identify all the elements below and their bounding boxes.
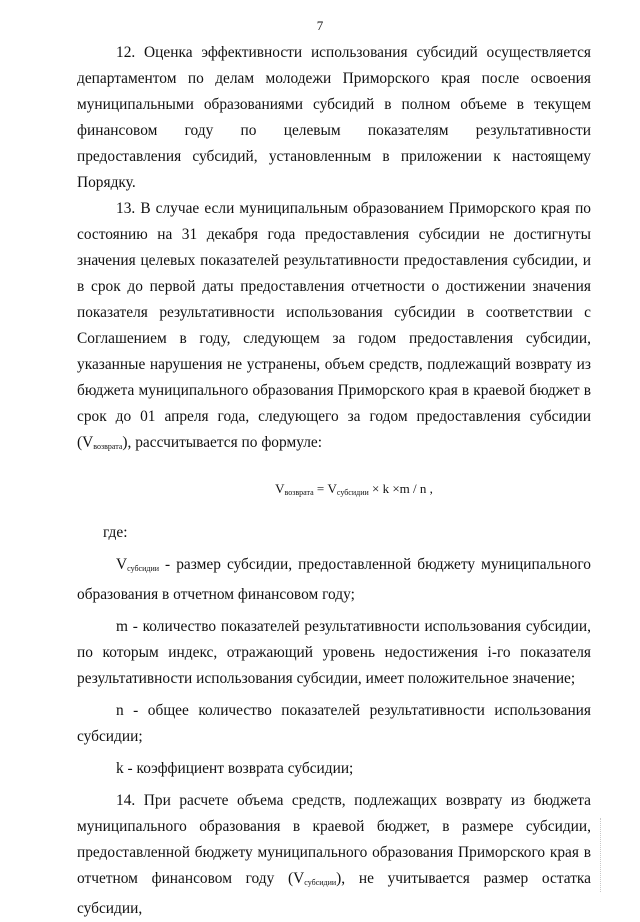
v-definition: [77, 552, 591, 608]
n-definition: n - общее количество показателей результативности использования субсидии;: [77, 702, 591, 745]
paragraph-13-tail: ), рассчитывается по формуле:: [122, 434, 323, 451]
subscript-subsidii: субсидии: [304, 878, 337, 887]
formula-lhs-sub: возврата: [284, 488, 314, 497]
formula: [77, 476, 591, 506]
paragraph-14: [77, 788, 591, 922]
paragraph-14-text: 14. При расчете объема средств, подлежащих возврату из бюджета муниципального образования в краевой бюджет, в размере субсидии, предоставленной бюджету муниципального образования Приморского края в отчетном финансовом году (V: [77, 792, 591, 887]
paragraph-12: 12. Оценка эффективности использования субсидий осуществляется департаментом по делам молодежи Приморского края после освоения муниципальными образованиями субсидий в полном объеме в текущем финансовом году по целевым показателям результативности предоставления субсидий, установленным в приложении к настоящему Порядку.: [77, 44, 591, 191]
m-definition: m - количество показателей результативности использования субсидии, по которым индекс, отражающий уровень недостижения i-го показателя результативности использования субсидии, имеет положительное значение;: [77, 618, 591, 687]
k-definition: k - коэффициент возврата субсидии;: [116, 760, 354, 777]
v-symbol: V: [116, 556, 128, 573]
where-label: где:: [103, 524, 128, 541]
v-subscript: субсидии: [127, 564, 159, 573]
formula-eq: = V: [313, 481, 337, 496]
v-definition-text: - размер субсидии, предоставленной бюджету муниципального образования в отчетном финансовом году;: [77, 556, 591, 603]
paragraph-14-tail: ), не учитывается размер остатка субсидии,: [77, 870, 591, 917]
formula-rest: × k ×m / n ,: [368, 481, 433, 496]
paragraph-13-text: 13. В случае если муниципальным образованием Приморского края по состоянию на 31 декабря года предоставления субсидии не достигнуты значения целевых показателей результативности предоставления субсидии, и в срок до первой даты предоставления отчетности о достижении значения показателя результативности использования субсидии в соответствии с Соглашением в году, следующем за годом предоставления субсидии, указанные нарушения не устранены, объем средств, подлежащий возврату из бюджета муниципального образования Приморского края в краевой бюджет в срок до 01 апреля года, следующего за годом предоставления субсидии (V: [77, 200, 591, 451]
paragraph-13: [77, 196, 591, 460]
page-number: 7: [316, 18, 324, 33]
document-body: [77, 40, 591, 922]
subscript-vozvrata: возврата: [93, 442, 123, 451]
formula-lhs: V: [275, 481, 285, 496]
scan-edge-mark: [600, 818, 602, 892]
formula-rhs-sub: субсидии: [336, 488, 369, 497]
